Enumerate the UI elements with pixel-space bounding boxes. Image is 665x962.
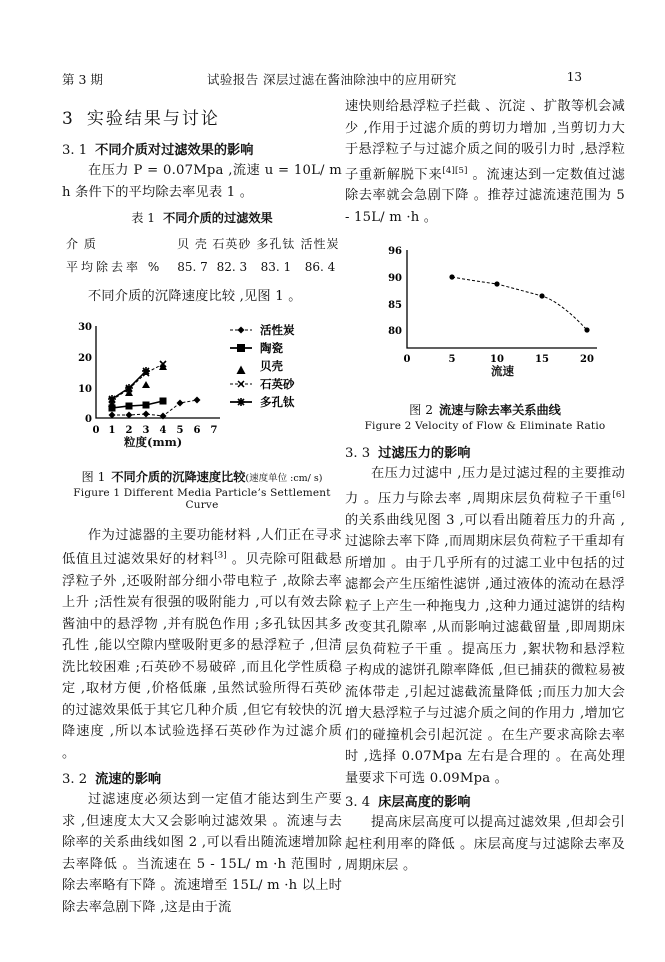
section-number-3-4: 3. 4 bbox=[345, 795, 371, 811]
figure-2-axes bbox=[407, 250, 597, 348]
right-column bbox=[345, 96, 625, 877]
figure-2-xtick-15: 15 bbox=[535, 354, 549, 366]
figure-1-caption-en: Figure 1 Different Media Particle’s Settlement Curve bbox=[73, 486, 331, 511]
section-number-3-1: 3. 1 bbox=[62, 143, 88, 158]
paragraph-media-text: 作为过滤器的主要功能材料 ,人们正在寻求低值且过滤效果好的材料[3] 。贝壳除可阻截悬浮粒子外 ,还吸附部分细小带电粒子 ,故除去率上升 ;活性炭有很强的吸附能力 ,可以有效去除酱油中的悬浮物 ,并有脱色作用 ;多孔钛因其多孔性 ,能以空隙内壁吸附更多的悬浮粒子 ,但清洗比较困难 ;石英砂不易破碎 ,而且化学性质稳定 ,取材方便 ,价格低廉 ,虽然试验所得石英砂的过滤效果低于其它几种介质 ,但它有较快的沉降速度 ,所以本试验选择石英砂作为过滤介质 。 bbox=[62, 527, 343, 761]
table-header-shell: 贝 壳 bbox=[177, 237, 208, 251]
table-cell-quartz-sand-value: 82. 3 bbox=[216, 259, 248, 274]
table-header-porous-titanium: 多孔钛 bbox=[256, 237, 296, 251]
figure-1-legend-label-ceramic: 陶瓷 bbox=[260, 340, 283, 355]
figure-1-ytick-20: 20 bbox=[78, 352, 92, 364]
figure-1-xtick-7: 7 bbox=[210, 424, 218, 436]
figure-1-legend bbox=[230, 323, 295, 409]
figure-1-xtick-6: 6 bbox=[193, 424, 201, 436]
figure-1-ytick-10: 10 bbox=[78, 383, 92, 395]
figure-1-legend-item-ceramic bbox=[230, 341, 283, 355]
paragraph-3-3: 在压力过滤中 ,压力是过滤过程的主要推动力 。压力与除去率 ,周期床层负荷粒子干重[6]的关系曲线见图 3 ,可以看出随着压力的升高 ,过滤除去率下降 ,而周期床层负荷粒子干重却有所增加 。由于几乎所有的过滤工业中包括的过滤都会产生压缩性滤饼 ,通过液体的流动在悬浮粒子上产生一种拖曳力 ,这种力通过滤饼的结构改变其孔隙率 ,从而影响过滤截留量 ,即周期床层负荷粒子干重 。提高压力 ,絮状物和悬浮粒子构成的滤饼孔隙率降低 ,但已捕获的微粒易被流体带走 ,引起过滤截流量降低 ;而压力加大会增大悬浮粒子与过滤介质之间的作用力 ,增加它们的碰撞机会引起沉淀 。在生产要求高除去率时 ,选择 0.07Mpa 左右是合理的 。在高处理量要求下可选 0.09Mpa 。 bbox=[345, 466, 625, 786]
figure-1-xaxis-label-text: 粒度(mm) bbox=[124, 434, 183, 449]
figure-1-legend-item-activated-carbon bbox=[230, 323, 295, 337]
figure-1-legend-label-quartz-sand: 石英砂 bbox=[260, 376, 295, 391]
figure-2-xaxis-label-text: 流速 bbox=[491, 364, 514, 379]
figure-1-xtick-3: 3 bbox=[142, 424, 150, 436]
figure-1-legend-item-quartz-sand bbox=[230, 377, 295, 391]
table-header-medium: 介 质 bbox=[66, 237, 97, 251]
figure-1-axes bbox=[96, 326, 220, 418]
issue-label: 第 3 期 bbox=[62, 72, 103, 87]
figure-1-number: 图 1 bbox=[81, 469, 106, 484]
section-number-3-2: 3. 2 bbox=[62, 772, 88, 788]
figure-1-series-ceramic-markers bbox=[109, 397, 167, 411]
paragraph-3-4: 提高床层高度可以提高过滤效果 ,但却会引起柱利用率的降低 。床层高度与过滤除去率及周期床层 。 bbox=[345, 815, 625, 874]
figure-2-series-markers bbox=[449, 275, 589, 333]
section-heading-3-2 bbox=[62, 768, 342, 787]
section-heading-3-1 bbox=[62, 139, 342, 158]
figure-1-legend-item-porous-titanium bbox=[230, 395, 295, 409]
figure-2 bbox=[345, 240, 625, 432]
section-title-3: 实验结果与讨论 bbox=[86, 109, 220, 129]
figure-2-plot bbox=[345, 240, 625, 365]
paragraph-3-1-b: 不同介质的沉降速度比较 ,见图 1 。 bbox=[88, 289, 302, 304]
figure-2-title: 流速与除去率关系曲线 bbox=[438, 403, 561, 418]
figure-1-series-activated-carbon-markers bbox=[109, 396, 201, 419]
table-cell-shell-value: 85. 7 bbox=[177, 259, 208, 274]
figure-1-series-porous-titanium-markers bbox=[108, 367, 150, 403]
table-1-title: 不同介质的过滤效果 bbox=[163, 211, 273, 225]
table-row bbox=[62, 255, 342, 278]
paragraph-3-3-reference: [6] bbox=[612, 489, 625, 500]
figure-1-ytick-30: 30 bbox=[78, 321, 92, 333]
figure-1-unit: (速度单位 :cm/ s) bbox=[245, 472, 323, 484]
figure-2-caption-en: Figure 2 Velocity of Flow & Eliminate Ratio bbox=[364, 420, 606, 433]
figure-2-ytick-96: 96 bbox=[388, 246, 402, 258]
figure-1-series-ceramic-line bbox=[112, 401, 163, 408]
table-cell-activated-carbon-value: 86. 4 bbox=[304, 259, 336, 274]
paragraph-right-top-reference: [4][5] bbox=[442, 165, 468, 176]
section-heading-3-4 bbox=[345, 791, 625, 810]
section-title-3-1: 不同介质对过滤效果的影响 bbox=[95, 143, 254, 158]
section-heading-3-3 bbox=[345, 442, 625, 461]
section-number-3: 3 bbox=[62, 109, 75, 129]
figure-1-ytick-0: 0 bbox=[85, 413, 92, 425]
figure-2-ytick-80: 80 bbox=[388, 326, 402, 338]
table-1-number: 表 1 bbox=[131, 211, 156, 225]
journal-article-title: 试验报告 深层过滤在酱油除浊中的应用研究 bbox=[207, 72, 457, 87]
figure-2-ytick-85: 85 bbox=[388, 300, 402, 312]
section-title-3-2: 流速的影响 bbox=[95, 772, 162, 788]
page-number: 13 bbox=[566, 70, 582, 84]
figure-2-xtick-0: 0 bbox=[403, 354, 411, 366]
section-number-3-3: 3. 3 bbox=[345, 446, 371, 462]
table-row bbox=[62, 232, 342, 255]
table-1-caption bbox=[62, 209, 342, 226]
figure-1-xtick-0: 0 bbox=[92, 424, 100, 436]
figure-1-xtick-5: 5 bbox=[176, 424, 184, 436]
table-header-activated-carbon: 活性炭 bbox=[300, 237, 340, 251]
table-1 bbox=[62, 232, 342, 278]
paragraph-right-top: 速快则给悬浮粒子拦截 、沉淀 、扩散等机会减少 ,作用于过滤介质的剪切力增加 ,当剪切力大于悬浮粒子与过滤介质之间的吸引力时 ,悬浮粒子重新解脱下来[4][5] 。流速达到一定数值过滤除去率就会急剧下降 。推荐过滤流速范围为 5 - 15L/ m ·h 。 bbox=[345, 99, 626, 225]
figure-1-xtick-1: 1 bbox=[108, 424, 116, 436]
paragraph-3-2: 过滤速度必须达到一定值才能达到生产要求 ,但速度太大又会影响过滤效果 。流速与去除率的关系曲线如图 2 ,可以看出随流速增加除去率降低 。当流速在 5 - 15L/ m ·h 范围时 ,除去率略有下降 。流速增至 15L/ m ·h 以上时除去率急剧下降 ,这是由于流 bbox=[62, 792, 342, 915]
section-title-3-4: 床层高度的影响 bbox=[378, 795, 471, 811]
figure-1-series-shell-markers bbox=[108, 363, 167, 407]
figure-1-legend-label-porous-titanium: 多孔钛 bbox=[260, 394, 295, 409]
figure-1-legend-label-activated-carbon: 活性炭 bbox=[260, 322, 295, 337]
figure-2-ytick-90: 90 bbox=[388, 273, 402, 285]
figure-2-xtick-5: 5 bbox=[448, 354, 456, 366]
figure-2-caption bbox=[345, 401, 625, 418]
figure-1-title: 不同介质的沉降速度比较 bbox=[111, 469, 246, 484]
figure-2-xtick-10: 10 bbox=[490, 354, 504, 366]
figure-1-xtick-2: 2 bbox=[125, 424, 133, 436]
figure-1-plot bbox=[62, 318, 342, 436]
paragraph-3-1: 在压力 P = 0.07Mpa ,流速 u = 10L/ m h 条件下的平均除去率见表 1 。 bbox=[62, 163, 342, 200]
left-column bbox=[62, 96, 342, 918]
figure-1-legend-label-shell: 贝壳 bbox=[260, 358, 283, 373]
figure-1-caption bbox=[62, 468, 342, 485]
figure-1 bbox=[62, 318, 342, 511]
figure-2-xtick-20: 20 bbox=[580, 354, 594, 366]
table-cell-porous-titanium-value: 83. 1 bbox=[260, 259, 292, 274]
table-row-label-removal-rate: 平均除去率 % bbox=[66, 260, 163, 274]
figure-2-series-line bbox=[452, 277, 587, 330]
figure-1-xtick-4: 4 bbox=[159, 424, 167, 436]
table-header-quartz-sand: 石英砂 bbox=[212, 237, 252, 251]
figure-2-number: 图 2 bbox=[409, 403, 433, 418]
section-title-3-3: 过滤压力的影响 bbox=[378, 446, 471, 462]
paragraph-media-text-reference: [3] bbox=[214, 551, 227, 561]
figure-1-legend-item-shell bbox=[237, 359, 284, 374]
paragraph-media-comparison bbox=[62, 525, 342, 765]
section-heading-3 bbox=[62, 104, 342, 129]
running-head bbox=[62, 70, 607, 90]
